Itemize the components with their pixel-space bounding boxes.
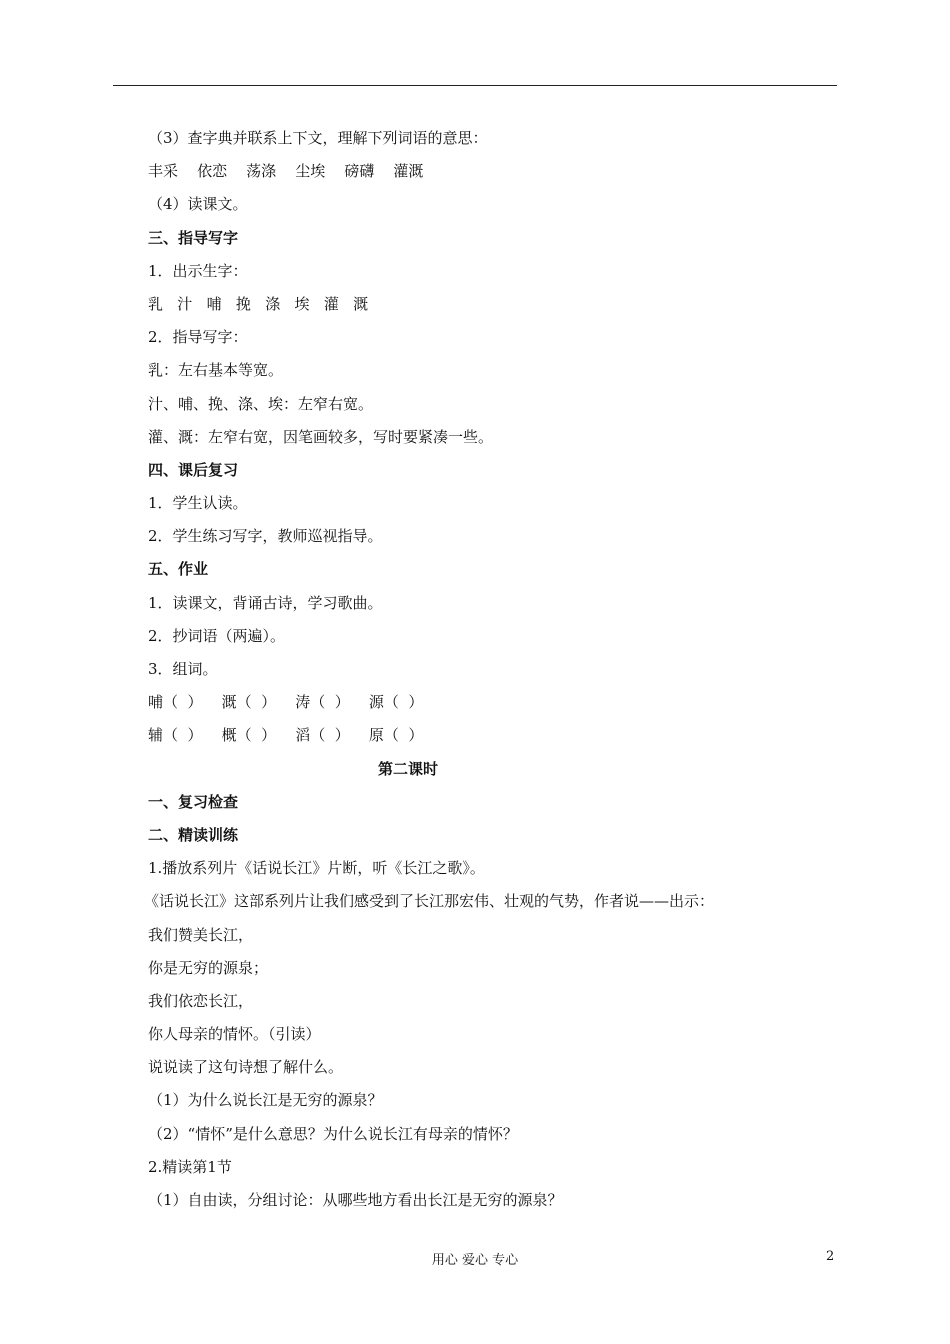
character-list: 乳 汁 哺 挽 涤 埃 灌 溉 [148, 294, 369, 313]
paragraph: 3．组词。 [148, 660, 218, 678]
paragraph: 1．学生认读。 [148, 494, 248, 513]
word-exercise-row: 哺（ ） 溉（ ） 涛（ ） 源（ ） [148, 693, 424, 712]
paragraph: （3）查字典并联系上下文，理解下列词语的意思： [148, 129, 488, 147]
section-heading: 三、指导写字 [148, 228, 239, 247]
poem-line: 我们依恋长江， [148, 991, 254, 1010]
poem-line: 你是无穷的源泉； [148, 958, 269, 977]
paragraph: （1）自由读，分组讨论：从哪些地方看出长江是无穷的源泉？ [148, 1191, 563, 1209]
paragraph: 《话说长江》这部系列片让我们感受到了长江那宏伟、壮观的气势，作者说——出示： [144, 892, 715, 911]
paragraph: 1．出示生字： [148, 261, 248, 280]
section-heading: 二、精读训练 [148, 825, 239, 844]
paragraph: 1.播放系列片《话说长江》片断，听《长江之歌》。 [148, 859, 485, 878]
page-number: 2 [826, 1249, 835, 1264]
section-heading: 五、作业 [148, 560, 209, 579]
word-list: 丰采 依恋 荡涤 尘埃 磅礴 灌溉 [148, 162, 424, 181]
header-rule [113, 85, 837, 86]
document-body [144, 122, 838, 1217]
paragraph: 说说读了这句诗想了解什么。 [148, 1058, 344, 1077]
paragraph: 2．抄词语（两遍）。 [148, 626, 286, 645]
paragraph: 2．学生练习写字，教师巡视指导。 [148, 527, 383, 546]
paragraph: 2.精读第1节 [148, 1157, 232, 1176]
paragraph: （2）“情怀”是什么意思？为什么说长江有母亲的情怀？ [148, 1124, 518, 1143]
paragraph: 汁、哺、挽、涤、埃：左窄右宽。 [148, 394, 374, 413]
paragraph: 2．指导写字： [148, 328, 248, 347]
section-heading: 一、复习检查 [148, 792, 239, 811]
poem-line: 你人母亲的情怀。（引读） [148, 1025, 321, 1044]
lesson-title: 第二课时 [377, 759, 438, 778]
section-heading: 四、课后复习 [148, 460, 239, 479]
paragraph: 灌、溉：左窄右宽，因笔画较多，写时要紧凑一些。 [148, 427, 494, 446]
paragraph: 1．读课文，背诵古诗，学习歌曲。 [148, 593, 383, 612]
poem-line: 我们赞美长江， [148, 925, 254, 944]
paragraph: （1）为什么说长江是无穷的源泉？ [148, 1091, 383, 1110]
word-exercise-row: 辅（ ） 概（ ） 滔（ ） 原（ ） [148, 726, 424, 745]
paragraph: （4）读课文。 [148, 195, 248, 214]
footer-motto: 用心 爱心 专心 [431, 1253, 519, 1268]
paragraph: 乳：左右基本等宽。 [148, 361, 284, 380]
